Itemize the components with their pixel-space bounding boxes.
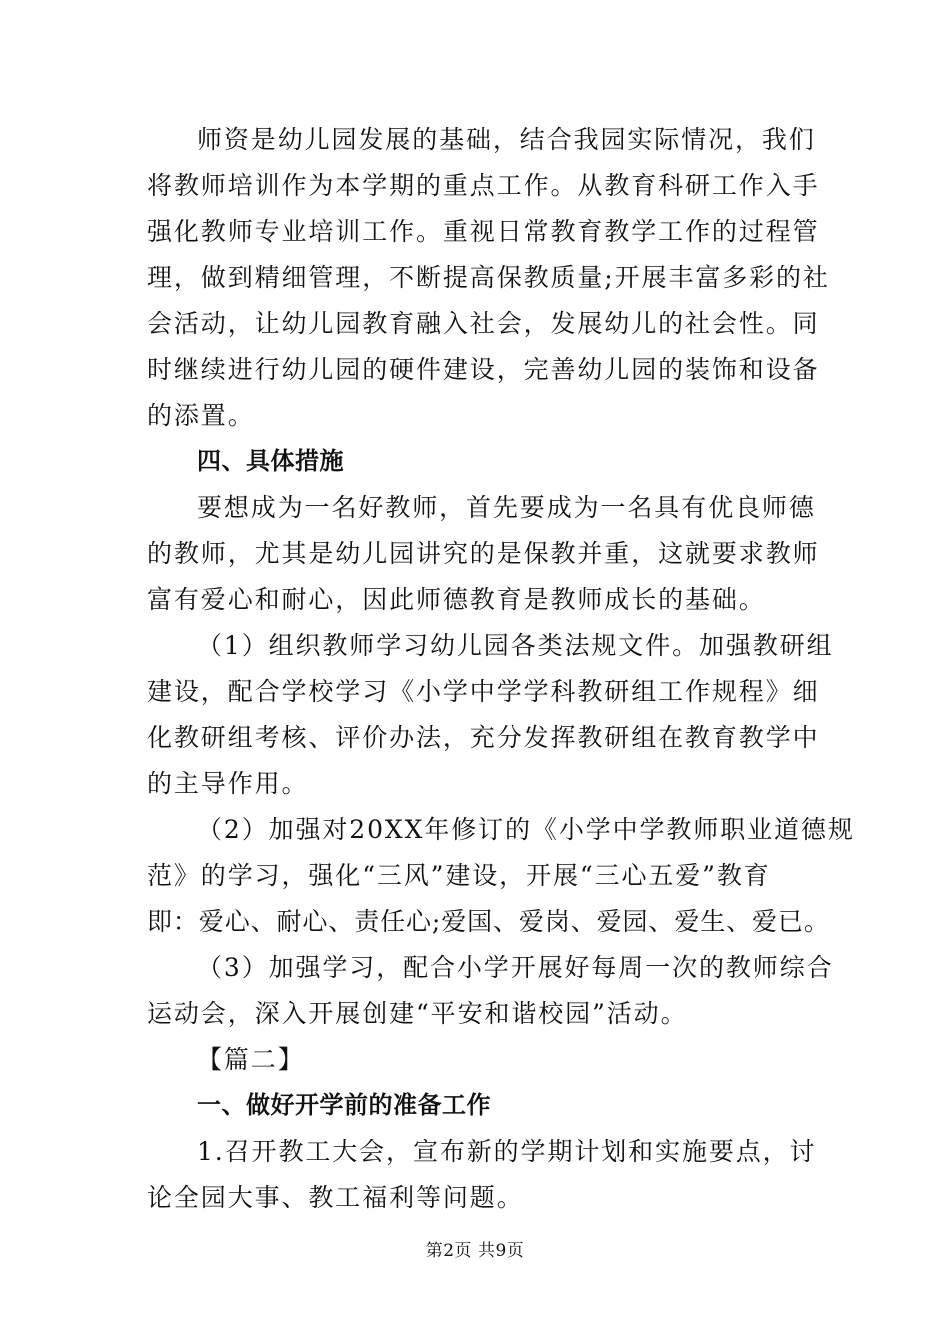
- page-number-footer: 第2页 共9页: [425, 1241, 525, 1261]
- paragraph-line: 强化教师专业培训工作。重视日常教育教学工作的过程管: [147, 217, 820, 246]
- paragraph-line: 的主导作用。: [147, 769, 309, 798]
- paragraph-line: 将教师培训作为本学期的重点工作。从教育科研工作入手: [147, 171, 820, 200]
- paragraph-line: 理，做到精细管理，不断提高保教质量;开展丰富多彩的社: [147, 263, 830, 292]
- paragraph-line: 的添置。: [147, 401, 255, 430]
- paragraph-line: 建设，配合学校学习《小学中学学科教研组工作规程》细: [147, 677, 820, 706]
- paragraph-line: （1）组织教师学习幼儿园各类法规文件。加强教研组: [197, 631, 834, 660]
- paragraph-line: 师资是幼儿园发展的基础，结合我园实际情况，我们: [197, 125, 816, 154]
- paragraph-line: 化教研组考核、评价办法，充分发挥教研组在教育教学中: [147, 723, 820, 752]
- paragraph-line: 1.召开教工大会，宣布新的学期计划和实施要点，讨: [197, 1137, 817, 1166]
- paragraph-line: （3）加强学习，配合小学开展好每周一次的教师综合: [197, 953, 834, 982]
- paragraph-line: 富有爱心和耐心，因此师德教育是教师成长的基础。: [147, 585, 766, 614]
- paragraph-line: （2）加强对20XX年修订的《小学中学教师职业道德规: [197, 815, 855, 844]
- paragraph-line: 会活动，让幼儿园教育融入社会，发展幼儿的社会性。同: [147, 309, 820, 338]
- paragraph-line: 论全园大事、教工福利等问题。: [147, 1183, 524, 1212]
- paragraph-line: 要想成为一名好教师，首先要成为一名具有优良师德: [197, 493, 816, 522]
- paragraph-line: 时继续进行幼儿园的硬件建设，完善幼儿园的装饰和设备: [147, 355, 820, 384]
- paragraph-line: 即：爱心、耐心、责任心;爱国、爱岗、爱园、爱生、爱已。: [147, 907, 830, 936]
- paragraph-line: 运动会，深入开展创建“平安和谐校园”活动。: [147, 999, 688, 1028]
- section-heading: 一、做好开学前的准备工作: [197, 1091, 491, 1119]
- section-heading: 四、具体措施: [197, 447, 344, 475]
- paragraph-line: 范》的学习，强化“三风”建设，开展“三心五爱”教育: [147, 861, 771, 890]
- section-marker: 【篇二】: [197, 1045, 305, 1074]
- paragraph-line: 的教师，尤其是幼儿园讲究的是保教并重，这就要求教师: [147, 539, 820, 568]
